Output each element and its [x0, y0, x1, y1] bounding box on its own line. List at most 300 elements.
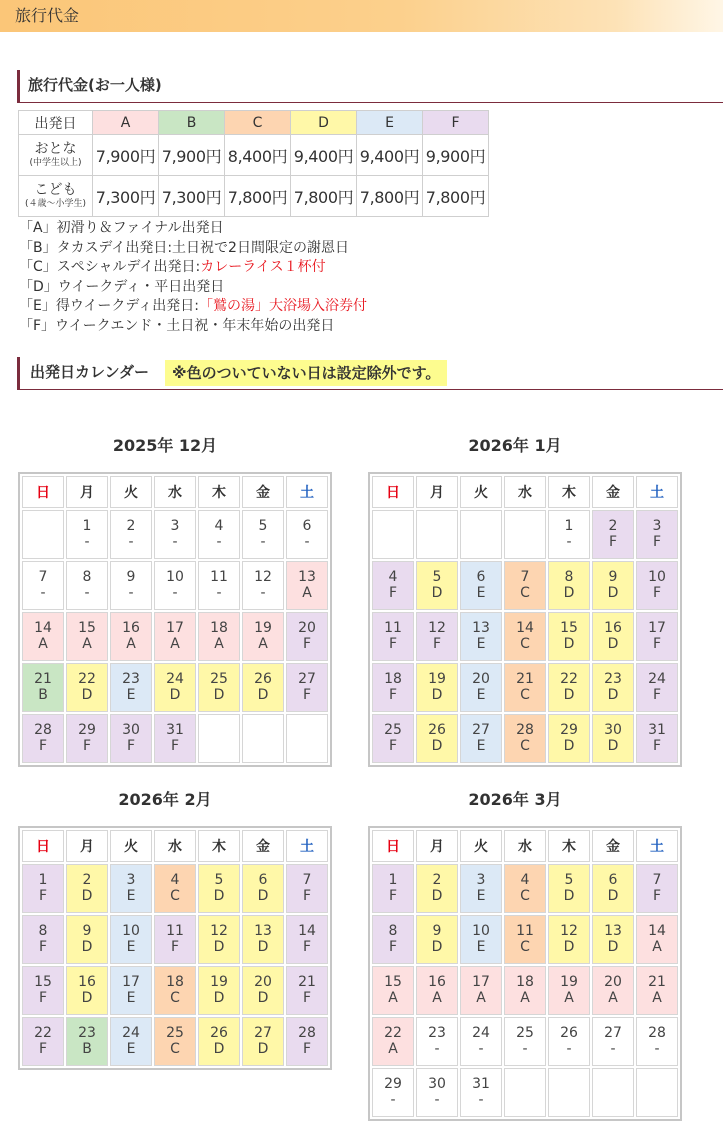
plan-code: D	[431, 888, 443, 905]
calendar-grid	[18, 434, 688, 1121]
calendar-day-cell	[592, 663, 634, 712]
weekday-row	[372, 830, 678, 862]
day-number: 5	[432, 569, 442, 586]
plan-code: -	[216, 585, 222, 602]
weekday-mon: 月	[416, 476, 458, 508]
calendar-day-cell	[592, 1017, 634, 1066]
month-title: 2026年 2月	[118, 789, 212, 809]
day-number: 13	[298, 569, 316, 586]
plan-code: C	[520, 939, 530, 956]
day-number: 25	[210, 671, 228, 688]
calendar-day-cell	[286, 1017, 328, 1066]
plan-code: F	[38, 738, 48, 755]
calendar-day-cell	[592, 510, 634, 559]
price-header-row	[19, 111, 489, 135]
plan-code: -	[304, 534, 310, 551]
plan-header-c: C	[225, 111, 291, 135]
plan-code: F	[82, 738, 92, 755]
day-number: 11	[384, 620, 402, 637]
day-number: 14	[516, 620, 534, 637]
passenger-type-label: おとな	[34, 141, 77, 157]
plan-code: E	[126, 939, 136, 956]
calendar-day-cell	[242, 612, 284, 661]
plan-code: F	[388, 687, 398, 704]
calendar-day-cell	[22, 915, 64, 964]
calendar-day-cell	[548, 714, 590, 763]
day-number: 7	[520, 569, 530, 586]
day-number: 9	[432, 923, 442, 940]
week-row	[372, 966, 678, 1015]
week-row	[22, 612, 328, 661]
day-number: 24	[648, 671, 666, 688]
month-calendar	[18, 434, 332, 767]
day-number: 6	[608, 872, 618, 889]
plan-header-a: A	[93, 111, 159, 135]
plan-code: C	[520, 585, 530, 602]
day-number: 25	[516, 1025, 534, 1042]
calendar-day-cell	[198, 1017, 240, 1066]
weekday-sat: 土	[286, 476, 328, 508]
day-number: 18	[384, 671, 402, 688]
weekday-fri: 金	[242, 476, 284, 508]
plan-code: D	[257, 687, 269, 704]
calendar-day-cell	[242, 1017, 284, 1066]
plan-code: -	[172, 534, 178, 551]
plan-code: D	[563, 687, 575, 704]
day-number: 5	[564, 872, 574, 889]
day-number: 5	[214, 872, 224, 889]
calendar-day-cell	[286, 915, 328, 964]
week-row	[372, 1068, 678, 1117]
calendar-day-cell	[66, 864, 108, 913]
plan-code: F	[388, 939, 398, 956]
calendar-empty-cell	[242, 714, 284, 763]
calendar-day-cell	[416, 864, 458, 913]
plan-code: F	[652, 888, 662, 905]
calendar-day-cell	[416, 561, 458, 610]
day-number: 19	[560, 974, 578, 991]
calendar-day-cell	[636, 510, 678, 559]
plan-code: C	[520, 687, 530, 704]
plan-legend	[19, 219, 723, 337]
calendar-day-cell	[548, 561, 590, 610]
week-row	[22, 915, 328, 964]
page-header-bar	[0, 0, 723, 32]
plan-code: A	[608, 990, 618, 1007]
day-number: 21	[516, 671, 534, 688]
month-title: 2026年 3月	[468, 789, 562, 809]
price-cell: 8,400円	[225, 135, 291, 176]
day-number: 26	[254, 671, 272, 688]
weekday-wed: 水	[504, 476, 546, 508]
day-number: 8	[38, 923, 48, 940]
day-number: 18	[210, 620, 228, 637]
day-number: 2	[608, 518, 618, 535]
price-cell: 7,300円	[93, 176, 159, 217]
calendar-day-cell	[372, 714, 414, 763]
calendar-empty-cell	[22, 510, 64, 559]
weekday-thu: 木	[198, 476, 240, 508]
calendar-day-cell	[154, 612, 196, 661]
plan-code: F	[302, 687, 312, 704]
weekday-wed: 水	[154, 476, 196, 508]
plan-code: A	[82, 636, 92, 653]
weekday-row	[22, 476, 328, 508]
plan-code: D	[607, 738, 619, 755]
weekday-wed: 水	[154, 830, 196, 862]
calendar-day-cell	[154, 864, 196, 913]
plan-code: F	[652, 534, 662, 551]
plan-code: E	[476, 687, 486, 704]
plan-code: -	[128, 534, 134, 551]
calendar-day-cell	[636, 1017, 678, 1066]
plan-code: D	[257, 888, 269, 905]
day-number: 22	[560, 671, 578, 688]
day-number: 3	[126, 872, 136, 889]
weekday-tue: 火	[110, 476, 152, 508]
weekday-sun: 日	[22, 476, 64, 508]
plan-code: B	[38, 687, 48, 704]
day-number: 12	[254, 569, 272, 586]
plan-code: A	[302, 585, 312, 602]
plan-code: E	[126, 687, 136, 704]
calendar-day-cell	[460, 966, 502, 1015]
plan-code: E	[126, 990, 136, 1007]
plan-code: -	[434, 1041, 440, 1058]
plan-code: D	[607, 585, 619, 602]
plan-code: -	[84, 534, 90, 551]
plan-code: F	[38, 888, 48, 905]
calendar-day-cell	[286, 966, 328, 1015]
day-number: 10	[472, 923, 490, 940]
plan-code: D	[563, 888, 575, 905]
day-number: 20	[254, 974, 272, 991]
day-number: 22	[384, 1025, 402, 1042]
calendar-day-cell	[110, 510, 152, 559]
calendar-day-cell	[154, 966, 196, 1015]
price-row	[19, 135, 489, 176]
calendar-note: ※色のついていない日は設定除外です。	[165, 360, 447, 386]
day-number: 21	[648, 974, 666, 991]
day-number: 22	[34, 1025, 52, 1042]
day-number: 27	[472, 722, 490, 739]
calendar-day-cell	[110, 663, 152, 712]
price-cell: 7,300円	[159, 176, 225, 217]
calendar-day-cell	[22, 966, 64, 1015]
day-number: 5	[258, 518, 268, 535]
calendar-empty-cell	[504, 510, 546, 559]
month-table	[368, 826, 682, 1121]
day-number: 19	[210, 974, 228, 991]
day-number: 9	[82, 923, 92, 940]
calendar-day-cell	[110, 1017, 152, 1066]
calendar-day-cell	[198, 915, 240, 964]
calendar-day-cell	[416, 966, 458, 1015]
day-number: 26	[560, 1025, 578, 1042]
legend-item	[19, 297, 723, 317]
calendar-day-cell	[66, 612, 108, 661]
calendar-day-cell	[504, 714, 546, 763]
day-number: 8	[564, 569, 574, 586]
plan-code: D	[431, 738, 443, 755]
plan-code: F	[652, 687, 662, 704]
calendar-day-cell	[504, 612, 546, 661]
day-number: 13	[472, 620, 490, 637]
day-number: 16	[604, 620, 622, 637]
legend-highlight: カレーライス１杯付	[200, 259, 326, 276]
day-number: 24	[472, 1025, 490, 1042]
plan-code: E	[476, 888, 486, 905]
plan-code: -	[128, 585, 134, 602]
month-calendar	[18, 788, 332, 1070]
plan-code: F	[126, 738, 136, 755]
plan-code: A	[652, 990, 662, 1007]
plan-code: -	[654, 1041, 660, 1058]
calendar-day-cell	[636, 561, 678, 610]
calendar-day-cell	[372, 915, 414, 964]
plan-code: A	[388, 990, 398, 1007]
calendar-empty-cell	[548, 1068, 590, 1117]
day-number: 1	[564, 518, 574, 535]
plan-code: D	[213, 939, 225, 956]
plan-code: -	[566, 1041, 572, 1058]
plan-code: F	[652, 738, 662, 755]
calendar-day-cell	[636, 864, 678, 913]
calendar-day-cell	[460, 612, 502, 661]
day-number: 4	[170, 872, 180, 889]
plan-code: F	[302, 939, 312, 956]
month-calendar	[368, 788, 682, 1121]
plan-code: F	[652, 636, 662, 653]
weekday-tue: 火	[460, 476, 502, 508]
day-number: 11	[166, 923, 184, 940]
weekday-sun: 日	[372, 830, 414, 862]
plan-code: -	[260, 534, 266, 551]
calendar-day-cell	[636, 663, 678, 712]
calendar-day-cell	[198, 612, 240, 661]
calendar-day-cell	[636, 612, 678, 661]
weekday-thu: 木	[198, 830, 240, 862]
plan-code: D	[563, 738, 575, 755]
legend-text: 「A」初滑り＆ファイナル出発日	[19, 220, 224, 236]
calendar-day-cell	[416, 663, 458, 712]
day-number: 29	[560, 722, 578, 739]
plan-code: A	[170, 636, 180, 653]
calendar-day-cell	[636, 966, 678, 1015]
week-row	[22, 714, 328, 763]
weekday-sat: 土	[286, 830, 328, 862]
calendar-day-cell	[504, 561, 546, 610]
day-number: 29	[78, 722, 96, 739]
calendar-day-cell	[592, 915, 634, 964]
calendar-empty-cell	[372, 510, 414, 559]
plan-code: F	[38, 1041, 48, 1058]
calendar-day-cell	[198, 663, 240, 712]
day-number: 11	[516, 923, 534, 940]
legend-highlight: 「鷲の湯」大浴場入浴券付	[199, 298, 368, 315]
plan-code: A	[652, 939, 662, 956]
month-table	[368, 472, 682, 767]
plan-code: A	[476, 990, 486, 1007]
day-number: 10	[122, 923, 140, 940]
legend-text: 「E」得ウイークディ出発日:	[19, 298, 200, 315]
calendar-day-cell	[504, 966, 546, 1015]
day-number: 2	[126, 518, 136, 535]
weekday-sat: 土	[636, 476, 678, 508]
weekday-thu: 木	[548, 830, 590, 862]
calendar-day-cell	[460, 915, 502, 964]
plan-code: F	[38, 990, 48, 1007]
day-number: 10	[648, 569, 666, 586]
day-number: 3	[652, 518, 662, 535]
day-number: 9	[608, 569, 618, 586]
main-content	[17, 70, 723, 1121]
calendar-day-cell	[154, 510, 196, 559]
day-number: 14	[298, 923, 316, 940]
plan-code: C	[520, 888, 530, 905]
day-number: 13	[254, 923, 272, 940]
week-row	[372, 714, 678, 763]
plan-code: C	[520, 738, 530, 755]
price-cell: 7,900円	[93, 135, 159, 176]
calendar-day-cell	[66, 561, 108, 610]
weekday-mon: 月	[66, 476, 108, 508]
weekday-fri: 金	[592, 476, 634, 508]
price-cell: 7,900円	[159, 135, 225, 176]
calendar-day-cell	[66, 1017, 108, 1066]
day-number: 6	[258, 872, 268, 889]
plan-code: F	[170, 939, 180, 956]
week-row	[22, 561, 328, 610]
day-number: 31	[166, 722, 184, 739]
day-number: 4	[520, 872, 530, 889]
plan-header-f: F	[423, 111, 489, 135]
calendar-day-cell	[372, 864, 414, 913]
plan-code: -	[522, 1041, 528, 1058]
day-number: 8	[82, 569, 92, 586]
day-number: 26	[210, 1025, 228, 1042]
calendar-day-cell	[416, 714, 458, 763]
plan-code: F	[388, 585, 398, 602]
legend-text: 「F」ウイークエンド・土日祝・年末年始の出発日	[19, 317, 335, 334]
price-cell: 7,800円	[423, 176, 489, 217]
calendar-day-cell	[66, 915, 108, 964]
calendar-day-cell	[110, 612, 152, 661]
calendar-day-cell	[242, 561, 284, 610]
calendar-day-cell	[22, 864, 64, 913]
calendar-day-cell	[548, 612, 590, 661]
calendar-day-cell	[416, 915, 458, 964]
day-number: 11	[210, 569, 228, 586]
plan-code: D	[563, 939, 575, 956]
day-number: 19	[254, 620, 272, 637]
plan-code: C	[170, 990, 180, 1007]
plan-code: D	[81, 888, 93, 905]
price-cell: 9,400円	[357, 135, 423, 176]
day-number: 23	[78, 1025, 96, 1042]
day-number: 10	[166, 569, 184, 586]
calendar-day-cell	[592, 966, 634, 1015]
day-number: 18	[516, 974, 534, 991]
plan-code: F	[170, 738, 180, 755]
week-row	[22, 966, 328, 1015]
departure-label-cell: 出発日	[19, 111, 93, 135]
day-number: 12	[428, 620, 446, 637]
calendar-day-cell	[460, 561, 502, 610]
plan-code: -	[172, 585, 178, 602]
legend-text: 「B」タカスデイ出発日:土日祝で2日間限定の謝恩日	[19, 239, 349, 256]
day-number: 30	[604, 722, 622, 739]
calendar-empty-cell	[286, 714, 328, 763]
day-number: 12	[210, 923, 228, 940]
calendar-day-cell	[372, 1017, 414, 1066]
plan-code: D	[431, 687, 443, 704]
price-row	[19, 176, 489, 217]
calendar-day-cell	[504, 663, 546, 712]
day-number: 20	[604, 974, 622, 991]
day-number: 14	[34, 620, 52, 637]
plan-code: -	[390, 1092, 396, 1109]
weekday-mon: 月	[66, 830, 108, 862]
calendar-day-cell	[242, 663, 284, 712]
calendar-day-cell	[548, 966, 590, 1015]
calendar-day-cell	[22, 612, 64, 661]
plan-code: F	[388, 888, 398, 905]
legend-item	[19, 317, 723, 337]
day-number: 24	[122, 1025, 140, 1042]
week-row	[22, 663, 328, 712]
plan-code: -	[610, 1041, 616, 1058]
plan-code: D	[81, 687, 93, 704]
page-header-title: 旅行代金	[15, 6, 80, 25]
plan-code: C	[520, 636, 530, 653]
day-number: 21	[298, 974, 316, 991]
month-title: 2026年 1月	[468, 435, 562, 455]
plan-code: D	[169, 687, 181, 704]
calendar-day-cell	[66, 510, 108, 559]
day-number: 29	[384, 1076, 402, 1093]
calendar-day-cell	[592, 714, 634, 763]
calendar-day-cell	[22, 1017, 64, 1066]
weekday-sun: 日	[372, 476, 414, 508]
week-row	[372, 864, 678, 913]
calendar-day-cell	[286, 663, 328, 712]
calendar-day-cell	[154, 561, 196, 610]
calendar-day-cell	[460, 864, 502, 913]
plan-code: -	[84, 585, 90, 602]
weekday-tue: 火	[110, 830, 152, 862]
day-number: 6	[302, 518, 312, 535]
calendar-day-cell	[372, 966, 414, 1015]
plan-code: D	[257, 1041, 269, 1058]
calendar-day-cell	[154, 714, 196, 763]
plan-code: E	[126, 888, 136, 905]
day-number: 24	[166, 671, 184, 688]
weekday-wed: 水	[504, 830, 546, 862]
weekday-row	[22, 830, 328, 862]
month-table	[18, 472, 332, 767]
month-table	[18, 826, 332, 1070]
day-number: 28	[298, 1025, 316, 1042]
legend-item	[19, 239, 723, 259]
day-number: 23	[604, 671, 622, 688]
calendar-day-cell	[548, 1017, 590, 1066]
day-number: 4	[214, 518, 224, 535]
calendar-day-cell	[242, 510, 284, 559]
passenger-type-note: (４歳～小学生)	[24, 199, 87, 209]
month-title: 2025年 12月	[112, 435, 218, 455]
calendar-day-cell	[592, 561, 634, 610]
